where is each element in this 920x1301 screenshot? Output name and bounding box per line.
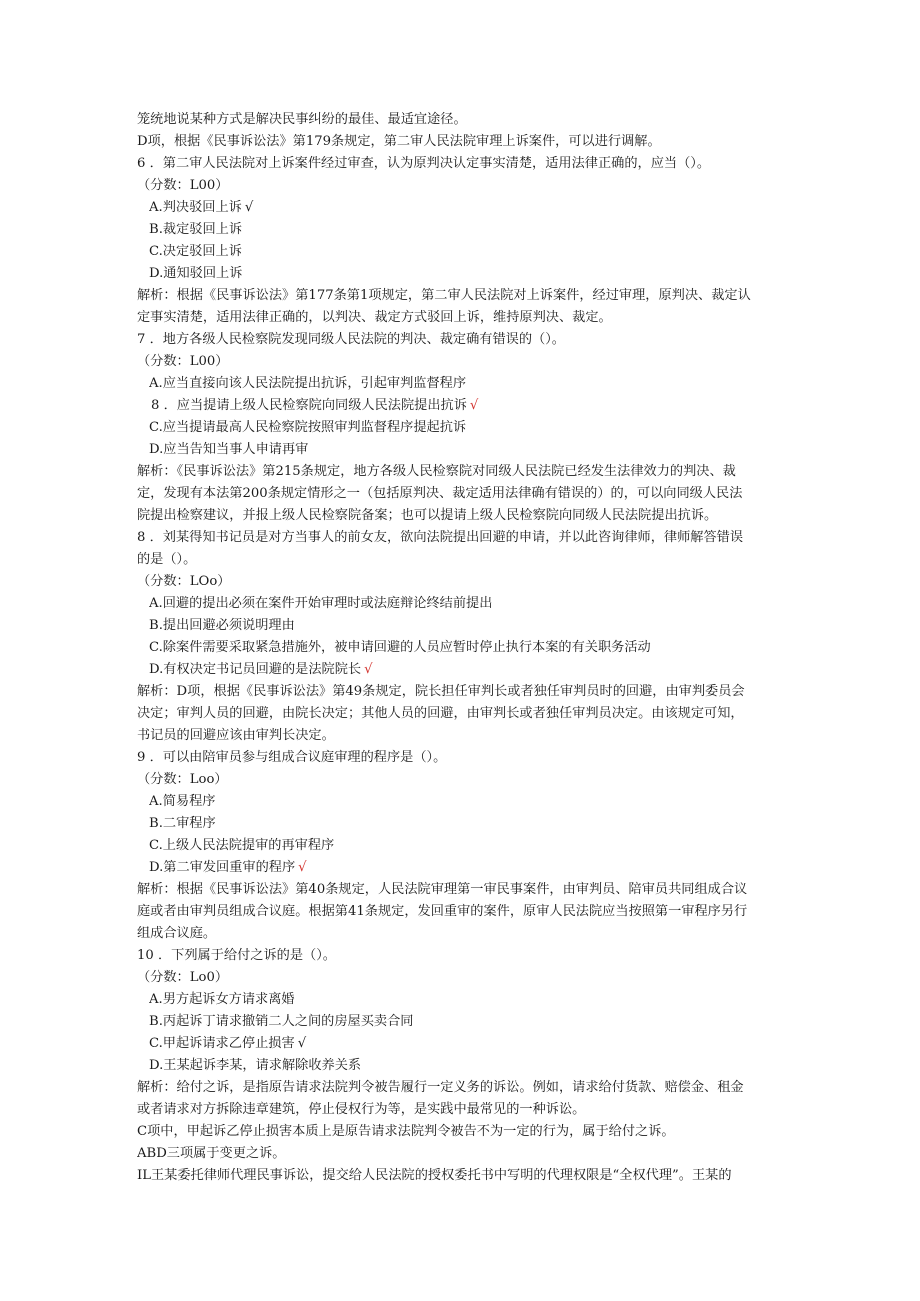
option-a: A.判决驳回上诉 √ (149, 200, 254, 215)
question-8-cont: 的是（）。 (137, 552, 197, 567)
option-a: A.男方起诉女方请求离婚 (149, 992, 295, 1007)
option-c: C.上级人民法院提审的再审程序 (149, 838, 335, 853)
question-7: 7 ．地方各级人民检察院发现同级人民法院的判决、裁定确有错误的（）。 (137, 332, 565, 347)
question-10: 10 ．下列属于给付之诉的是（）。 (137, 948, 336, 963)
explanation-line: ABD三项属于变更之诉。 (137, 1146, 286, 1161)
question-11: IL王某委托律师代理民事诉讼，提交给人民法院的授权委托书中写明的代理权限是“全权代理”。王某的 (137, 1168, 732, 1183)
explanation-line: 院提出检察建议，并报上级人民检察院备案；也可以提请上级人民检察院向同级人民法院提出抗诉。 (137, 508, 718, 523)
question-8: 8 ．刘某得知书记员是对方当事人的前女友，欲向法院提出回避的申请，并以此咨询律师，律师解答错误 (137, 530, 744, 545)
option-d: D.通知驳回上诉 (149, 266, 243, 281)
score-line: （分数：L00） (137, 354, 229, 369)
explanation-line: 解析：《民事诉讼法》第215条规定，地方各级人民检察院对同级人民法院已经发生法律效力的判决、裁 (137, 464, 736, 479)
option-b: B.提出回避必须说明理由 (149, 618, 295, 633)
option-b: 8 ．应当提请上级人民检察院向同级人民法院提出抗诉 √ (151, 398, 479, 413)
check-mark-icon: √ (298, 860, 307, 875)
option-d: D.应当告知当事人申请再审 (149, 442, 309, 457)
option-a: A.应当直接向该人民法院提出抗诉，引起审判监督程序 (149, 376, 467, 391)
option-c: C.应当提请最高人民检察院按照审判监督程序提起抗诉 (149, 420, 467, 435)
option-c: C.决定驳回上诉 (149, 244, 242, 259)
score-line: （分数：LOo） (137, 574, 231, 589)
explanation-line: C项中，甲起诉乙停止损害本质上是原告请求法院判令被告不为一定的行为，属于给付之诉。 (137, 1124, 675, 1139)
option-d: D.王某起诉李某，请求解除收养关系 (149, 1058, 362, 1073)
option-d: D.第二审发回重审的程序 √ (149, 860, 307, 875)
score-line: （分数：Loo） (137, 772, 228, 787)
option-c: C.除案件需要采取紧急措施外，被申请回避的人员应暂时停止执行本案的有关职务活动 (149, 640, 651, 655)
text-line: D项，根据《民事诉讼法》第179条规定，第二审人民法院审理上诉案件，可以进行调解。 (137, 134, 661, 149)
explanation-line: 组成合议庭。 (137, 926, 217, 941)
option-b: B.裁定驳回上诉 (149, 222, 243, 237)
score-line: （分数：Lo0） (137, 970, 229, 985)
option-b: B.丙起诉丁请求撤销二人之间的房屋买卖合同 (149, 1014, 414, 1029)
check-mark-icon: √ (469, 398, 479, 413)
explanation-line: 解析：根据《民事诉讼法》第40条规定，人民法院审理第一审民事案件，由审判员、陪审员共同组成合议 (137, 882, 748, 897)
explanation-line: 解析：D项，根据《民事诉讼法》第49条规定，院长担任审判长或者独任审判员时的回避，由审判委员会 (137, 684, 745, 699)
explanation-line: 庭或者由审判员组成合议庭。根据第41条规定，发回重审的案件，原审人民法院应当按照第一审程序另行 (137, 904, 748, 919)
check-mark-icon: √ (297, 1036, 307, 1051)
text-line: 笼统地说某种方式是解决民事纠纷的最佳、最适宜途径。 (137, 112, 467, 127)
explanation-line: 书记员的回避应该由审判长决定。 (137, 728, 335, 743)
explanation-line: 定，发现有本法第200条规定情形之一（包括原判决、裁定适用法律确有错误的）的，可以向同级人民法 (137, 486, 743, 501)
explanation-line: 解析：根据《民事诉讼法》第177条第1项规定，第二审人民法院对上诉案件，经过审理，原判决、裁定认 (137, 288, 751, 303)
score-line: （分数：L00） (137, 178, 229, 193)
explanation-line: 或者请求对方拆除违章建筑，停止侵权行为等，是实践中最常见的一种诉讼。 (137, 1102, 586, 1117)
option-a: A.简易程序 (149, 794, 216, 809)
question-6: 6 ．第二审人民法院对上诉案件经过审查，认为原判决认定事实清楚，适用法律正确的，应当（）。 (137, 156, 711, 171)
question-9: 9 ．可以由陪审员参与组成合议庭审理的程序是（）。 (137, 750, 447, 765)
option-b: B.二审程序 (149, 816, 216, 831)
check-mark-icon: √ (244, 200, 254, 215)
check-mark-icon: √ (364, 662, 373, 677)
explanation-line: 定事实清楚，适用法律正确的，以判决、裁定方式驳回上诉，维持原判决、裁定。 (137, 310, 612, 325)
option-d: D.有权决定书记员回避的是法院院长 √ (149, 662, 373, 677)
option-c: C.甲起诉请求乙停止损害 √ (149, 1036, 307, 1051)
option-a: A.回避的提出必须在案件开始审理时或法庭辩论终结前提出 (149, 596, 493, 611)
explanation-line: 决定；审判人员的回避，由院长决定；其他人员的回避，由审判长或者独任审判员决定。由该规定可知， (137, 706, 744, 721)
explanation-line: 解析：给付之诉，是指原告请求法院判令被告履行一定义务的诉讼。例如，请求给付货款、赔偿金、租金 (137, 1080, 744, 1095)
